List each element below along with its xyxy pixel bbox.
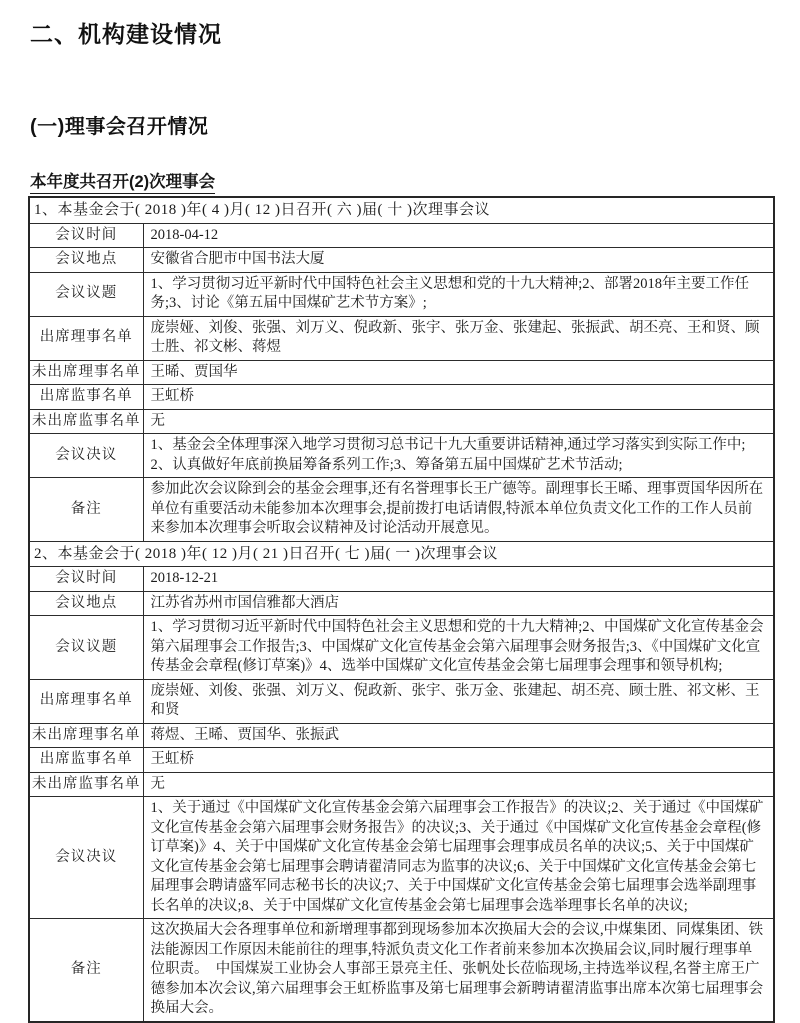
label-meeting-time: 会议时间 bbox=[29, 567, 143, 592]
meeting2-directors-absent-row bbox=[29, 723, 774, 748]
meeting2-supervisors-present-value: 王虹桥 bbox=[143, 748, 774, 773]
meeting1-directors-present-row bbox=[29, 316, 774, 360]
meeting2-directors-absent-value: 蒋煜、王晞、贾国华、张振武 bbox=[143, 723, 774, 748]
label-supervisors-absent: 未出席监事名单 bbox=[29, 409, 143, 434]
meeting1-directors-absent-row bbox=[29, 360, 774, 385]
meeting2-place-value: 江苏省苏州市国信雅都大酒店 bbox=[143, 591, 774, 616]
meetings-table bbox=[28, 196, 775, 1023]
meeting1-resolution-row bbox=[29, 434, 774, 478]
meeting2-resolution-row bbox=[29, 797, 774, 919]
meeting1-resolution-value: 1、基金会全体理事深入地学习贯彻习总书记十九大重要讲话精神,通过学习落实到实际工作中;2、认真做好年底前换届筹备系列工作;3、筹备第五届中国煤矿艺术节活动; bbox=[143, 434, 774, 478]
label-resolution: 会议决议 bbox=[29, 434, 143, 478]
meeting2-topics-value: 1、学习贯彻习近平新时代中国特色社会主义思想和党的十九大精神;2、中国煤矿文化宣传基金会第六届理事会工作报告;3、中国煤矿文化宣传基金会第六届理事会财务报告;3、《中国煤矿文化宣传基金会章程(修订草案)》4、选举中国煤矿文化宣传基金会第七届理事会理事和领导机构; bbox=[143, 616, 774, 680]
meeting1-supervisors-absent-value: 无 bbox=[143, 409, 774, 434]
meeting2-header-row bbox=[29, 541, 774, 567]
meeting1-header-row bbox=[29, 197, 774, 223]
label-directors-absent: 未出席理事名单 bbox=[29, 360, 143, 385]
meeting1-supervisors-present-value: 王虹桥 bbox=[143, 385, 774, 410]
meeting1-remarks-value: 参加此次会议除到会的基金会理事,还有名誉理事长王广德等。副理事长王晞、理事贾国华因所在单位有重要活动未能参加本次理事会,提前拨打电话请假,特派本单位负责文化工作的工作人员前来参加本次理事会听取会议精神及讨论活动开展意见。 bbox=[143, 478, 774, 542]
meeting2-time-row bbox=[29, 567, 774, 592]
label-meeting-topics: 会议议题 bbox=[29, 272, 143, 316]
label-meeting-topics: 会议议题 bbox=[29, 616, 143, 680]
meeting2-supervisors-absent-value: 无 bbox=[143, 772, 774, 797]
meeting2-remarks-value: 这次换届大会各理事单位和新增理事都到现场参加本次换届大会的会议,中煤集团、同煤集团、铁法能源因工作原因未能前往的理事,特派负责文化工作者前来参加本次换届会议,同时履行理事单位职责。 中国煤炭工业协会人事部王景亮主任、张帆处长莅临现场,主持选举议程,名誉主席王广德参加本次会议,第六届理事会王虹桥监事及第七届理事会新聘请翟清监事出席本次第七届理事会换届大会。 bbox=[143, 919, 774, 1022]
label-supervisors-absent: 未出席监事名单 bbox=[29, 772, 143, 797]
label-remarks: 备注 bbox=[29, 919, 143, 1022]
label-directors-absent: 未出席理事名单 bbox=[29, 723, 143, 748]
meeting1-supervisors-absent-row bbox=[29, 409, 774, 434]
label-resolution: 会议决议 bbox=[29, 797, 143, 919]
subsection-title: (一)理事会召开情况 bbox=[30, 116, 209, 138]
meeting1-title: 1、本基金会于( 2018 )年( 4 )月( 12 )日召开( 六 )届( 十 )次理事会议 bbox=[29, 197, 774, 223]
meeting1-place-value: 安徽省合肥市中国书法大厦 bbox=[143, 248, 774, 273]
meeting1-time-value: 2018-04-12 bbox=[143, 223, 774, 248]
label-remarks: 备注 bbox=[29, 478, 143, 542]
meeting1-directors-present-value: 庞崇娅、刘俊、张强、刘万义、倪政新、张宇、张万金、张建起、张振武、胡丕亮、王和贤、顾士胜、祁文彬、蒋煜 bbox=[143, 316, 774, 360]
label-directors-present: 出席理事名单 bbox=[29, 316, 143, 360]
meeting2-supervisors-absent-row bbox=[29, 772, 774, 797]
meeting2-place-row bbox=[29, 591, 774, 616]
label-directors-present: 出席理事名单 bbox=[29, 679, 143, 723]
label-meeting-time: 会议时间 bbox=[29, 223, 143, 248]
label-supervisors-present: 出席监事名单 bbox=[29, 385, 143, 410]
label-supervisors-present: 出席监事名单 bbox=[29, 748, 143, 773]
label-meeting-place: 会议地点 bbox=[29, 248, 143, 273]
label-meeting-place: 会议地点 bbox=[29, 591, 143, 616]
meeting2-remarks-row bbox=[29, 919, 774, 1022]
meeting2-directors-present-value: 庞崇娅、刘俊、张强、刘万义、倪政新、张宇、张万金、张建起、胡丕亮、顾士胜、祁文彬、王和贤 bbox=[143, 679, 774, 723]
meeting2-resolution-value: 1、关于通过《中国煤矿文化宣传基金会第六届理事会工作报告》的决议;2、关于通过《中国煤矿文化宣传基金会第六届理事会财务报告》的决议;3、关于通过《中国煤矿文化宣传基金会章程(修订草案)》4、关于中国煤矿文化宣传基金会第七届理事会理事成员名单的决议;5、关于中国煤矿文化宣传基金会第七届理事会聘请翟清同志为监事的决议;6、关于中国煤矿文化宣传基金会第七届理事会聘请盛军同志秘书长的决议;7、关于中国煤矿文化宣传基金会第七届理事会选举副理事长名单的决议;8、关于中国煤矿文化宣传基金会第七届理事会选举理事长名单的决议; bbox=[143, 797, 774, 919]
meeting1-topics-row bbox=[29, 272, 774, 316]
meeting2-topics-row bbox=[29, 616, 774, 680]
summary-line: 本年度共召开(2)次理事会 bbox=[30, 168, 215, 194]
meeting1-topics-value: 1、学习贯彻习近平新时代中国特色社会主义思想和党的十九大精神;2、部署2018年主要工作任务;3、讨论《第五届中国煤矿艺术节方案》; bbox=[143, 272, 774, 316]
meeting2-directors-present-row bbox=[29, 679, 774, 723]
meeting2-time-value: 2018-12-21 bbox=[143, 567, 774, 592]
meeting2-title: 2、本基金会于( 2018 )年( 12 )月( 21 )日召开( 七 )届( 一 )次理事会议 bbox=[29, 541, 774, 567]
meeting1-directors-absent-value: 王晞、贾国华 bbox=[143, 360, 774, 385]
meeting2-supervisors-present-row bbox=[29, 748, 774, 773]
section-title: 二、机构建设情况 bbox=[30, 21, 222, 47]
meeting1-time-row bbox=[29, 223, 774, 248]
meeting1-place-row bbox=[29, 248, 774, 273]
meeting1-supervisors-present-row bbox=[29, 385, 774, 410]
meeting1-remarks-row bbox=[29, 478, 774, 542]
